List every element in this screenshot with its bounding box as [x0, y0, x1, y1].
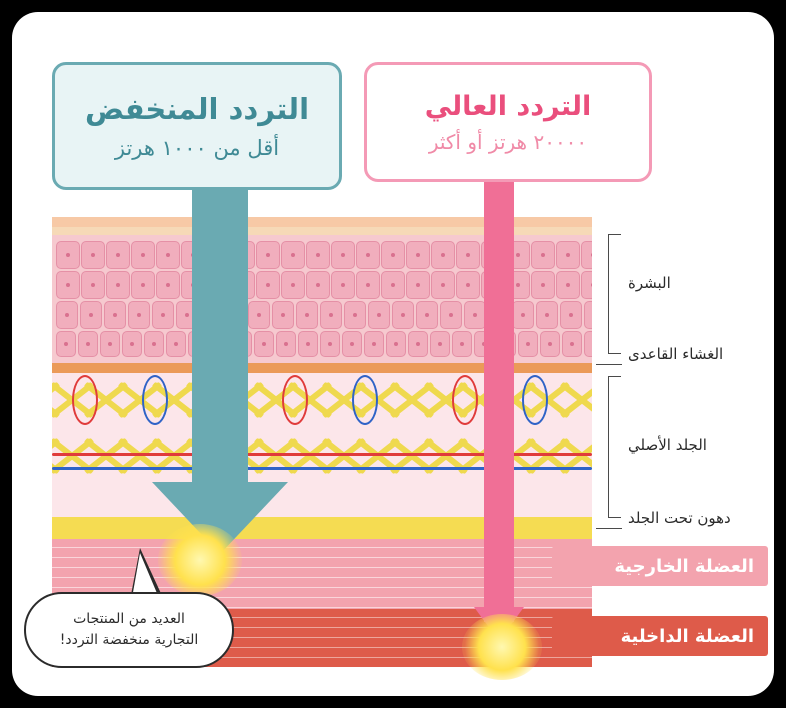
epidermis-cell — [56, 241, 80, 269]
low-frequency-title: التردد المنخفض — [85, 92, 310, 126]
epidermis-cell — [156, 241, 180, 269]
epidermis-cell — [431, 241, 455, 269]
dermis-brace — [608, 376, 621, 518]
epidermis-cell — [368, 301, 390, 329]
epidermis-cell — [256, 271, 280, 299]
speech-bubble — [24, 592, 234, 668]
epidermis-cell — [406, 241, 430, 269]
epidermis-cell — [81, 271, 105, 299]
epidermis-cell — [248, 301, 270, 329]
epidermis-cell — [540, 331, 560, 357]
epidermis-cell — [456, 271, 480, 299]
epidermis-cell — [100, 331, 120, 357]
epidermis-cell — [166, 331, 186, 357]
epidermis-cell — [408, 331, 428, 357]
epidermis-cell — [281, 271, 305, 299]
epidermis-cell — [364, 331, 384, 357]
high-frequency-subtitle: ٢٠٠٠٠ هرتز أو أكثر — [428, 129, 588, 154]
epidermis-cell — [464, 301, 486, 329]
epidermis-cell — [581, 241, 592, 269]
epidermis-cell — [131, 271, 155, 299]
epidermis-cell — [356, 271, 380, 299]
diagram-card — [12, 12, 774, 696]
high-frequency-arrow-shaft — [484, 122, 514, 622]
epidermis-cell — [122, 331, 142, 357]
capillary-loop — [452, 375, 478, 425]
epidermis-cell — [298, 331, 318, 357]
epidermis-cell — [128, 301, 150, 329]
epidermis-cell — [320, 331, 340, 357]
epidermis-cell — [386, 331, 406, 357]
epidermis-cell — [156, 271, 180, 299]
epidermis-cell — [56, 301, 78, 329]
epidermis-cell — [584, 301, 592, 329]
epidermis-cell — [144, 331, 164, 357]
epidermis-cell — [406, 271, 430, 299]
epidermis-cell — [78, 331, 98, 357]
epidermis-cell — [381, 271, 405, 299]
epidermis-cell — [56, 271, 80, 299]
low-frequency-subtitle: أقل من ١٠٠٠ هرتز — [114, 136, 280, 160]
epidermis-cell — [344, 301, 366, 329]
epidermis-cell — [431, 271, 455, 299]
high-frequency-callout — [364, 62, 652, 182]
epidermis-cell — [392, 301, 414, 329]
epidermis-brace — [608, 234, 621, 354]
epidermis-cell — [306, 271, 330, 299]
high-frequency-impact-glow — [462, 614, 542, 680]
high-frequency-title: التردد العالي — [424, 90, 592, 122]
epidermis-cell — [131, 241, 155, 269]
label-subcutaneous-fat: دهون تحت الجلد — [628, 509, 731, 527]
epidermis-cell — [531, 241, 555, 269]
epidermis-cell — [584, 331, 592, 357]
epidermis-cell — [512, 301, 534, 329]
capillary-loop — [522, 375, 548, 425]
epidermis-cell — [560, 301, 582, 329]
epidermis-cell — [356, 241, 380, 269]
epidermis-cell — [531, 271, 555, 299]
epidermis-cell — [254, 331, 274, 357]
epidermis-cell — [536, 301, 558, 329]
epidermis-cell — [104, 301, 126, 329]
epidermis-cell — [518, 331, 538, 357]
low-frequency-callout — [52, 62, 342, 190]
epidermis-cell — [581, 271, 592, 299]
epidermis-cell — [342, 331, 362, 357]
label-dermis: الجلد الأصلي — [628, 436, 707, 454]
epidermis-cell — [562, 331, 582, 357]
epidermis-cell — [440, 301, 462, 329]
epidermis-cell — [106, 271, 130, 299]
bubble-line-1: العديد من المنتجات — [73, 611, 185, 627]
bubble-line-2: التجارية منخفضة التردد! — [59, 632, 199, 648]
epidermis-cell — [452, 331, 472, 357]
epidermis-cell — [456, 241, 480, 269]
fat-tick — [596, 528, 622, 529]
epidermis-cell — [281, 241, 305, 269]
capillary-loop — [72, 375, 98, 425]
epidermis-cell — [306, 241, 330, 269]
epidermis-cell — [296, 301, 318, 329]
epidermis-cell — [256, 241, 280, 269]
capillary-loop — [142, 375, 168, 425]
capillary-loop — [282, 375, 308, 425]
epidermis-cell — [276, 331, 296, 357]
epidermis-cell — [80, 301, 102, 329]
epidermis-cell — [556, 271, 580, 299]
label-outer-muscle: العضلة الخارجية — [552, 546, 768, 586]
label-basal-membrane: الغشاء القاعدى — [628, 345, 724, 363]
capillary-loop — [352, 375, 378, 425]
epidermis-cell — [331, 241, 355, 269]
epidermis-cell — [272, 301, 294, 329]
epidermis-cell — [56, 331, 76, 357]
epidermis-cell — [320, 301, 342, 329]
epidermis-cell — [331, 271, 355, 299]
epidermis-cell — [81, 241, 105, 269]
epidermis-cell — [556, 241, 580, 269]
epidermis-cell — [106, 241, 130, 269]
label-epidermis: البشرة — [628, 274, 671, 292]
label-inner-muscle: العضلة الداخلية — [552, 616, 768, 656]
epidermis-cell — [152, 301, 174, 329]
epidermis-cell — [416, 301, 438, 329]
epidermis-cell — [381, 241, 405, 269]
epidermis-cell — [430, 331, 450, 357]
low-frequency-impact-glow — [158, 524, 242, 596]
basal-membrane-tick — [596, 364, 622, 365]
